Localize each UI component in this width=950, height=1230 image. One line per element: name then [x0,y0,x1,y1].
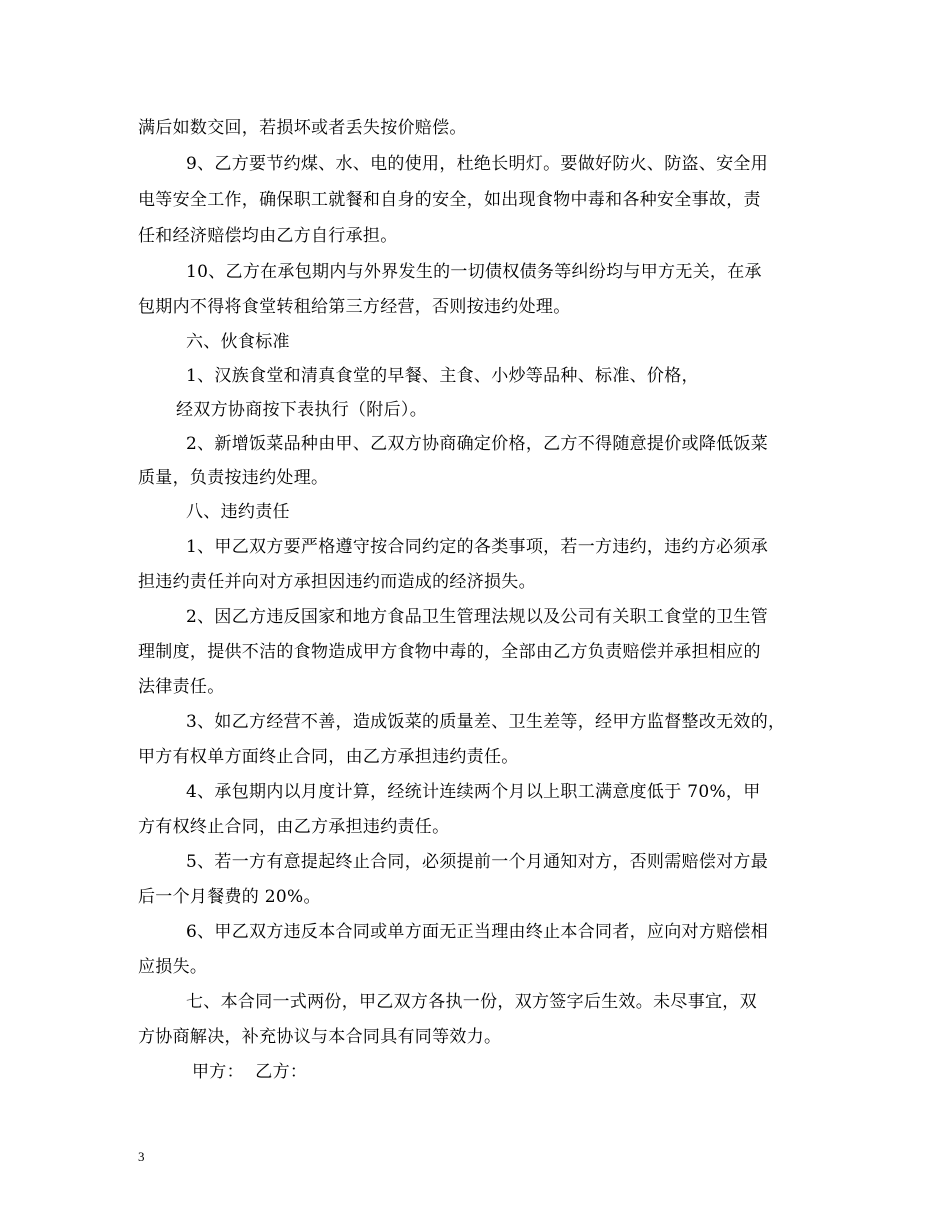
text-line: 1、甲乙双方要严格遵守按合同约定的各类事项，若一方违约，违约方必须承 [186,537,769,557]
text-line: 法律责任。 [138,677,225,697]
text-line: 1、汉族食堂和清真食堂的早餐、主食、小炒等品种、标准、价格， [186,366,699,386]
text-line: 方有权终止合同，由乙方承担违约责任。 [138,817,450,837]
text-line: 质量，负责按违约处理。 [138,468,329,488]
text-line: 任和经济赔偿均由乙方自行承担。 [138,226,398,246]
text-line: 9、乙方要节约煤、水、电的使用，杜绝长明灯。要做好防火、防盗、安全用 [186,154,769,174]
text-line: 方协商解决，补充协议与本合同具有同等效力。 [138,1027,502,1047]
text-line: 5、若一方有意提起终止合同，必须提前一个月通知对方，否则需赔偿对方最 [186,852,769,872]
text-line: 担违约责任并向对方承担因违约而造成的经济损失。 [138,572,536,592]
text-line: 10、乙方在承包期内与外界发生的一切债权债务等纠纷均与甲方无关，在承 [186,262,762,282]
text-line: 理制度，提供不洁的食物造成甲方食物中毒的，全部由乙方负责赔偿并承担相应的 [138,642,761,662]
section-heading: 六、伙食标准 [186,332,290,352]
page-number: 3 [138,1149,145,1164]
text-line: 应损失。 [138,957,208,977]
text-line: 2、因乙方违反国家和地方食品卫生管理法规以及公司有关职工食堂的卫生管 [186,607,769,627]
text-line: 七、本合同一式两份，甲乙双方各执一份，双方签字后生效。未尽事宜，双 [186,992,757,1012]
text-line: 4、承包期内以月度计算，经统计连续两个月以上职工满意度低于 70%，甲 [186,782,761,802]
text-line: 6、甲乙双方违反本合同或单方面无正当理由终止本合同者，应向对方赔偿相 [186,922,769,942]
text-line: 经双方协商按下表执行（附后）。 [176,400,427,420]
section-heading: 八、违约责任 [186,502,290,522]
text-line: 甲方有权单方面终止合同，由乙方承担违约责任。 [138,747,519,767]
text-line: 2、新增饭菜品种由甲、乙双方协商确定价格，乙方不得随意提价或降低饭菜 [186,434,769,454]
text-line: 3、如乙方经营不善，造成饭菜的质量差、卫生差等，经甲方监督整改无效的， [186,712,786,732]
text-line: 后一个月餐费的 20%。 [138,887,321,907]
text-line: 电等安全工作，确保职工就餐和自身的安全，如出现食物中毒和各种安全事故，责 [138,190,761,210]
text-line: 满后如数交回，若损坏或者丢失按价赔偿。 [138,118,467,138]
text-line: 包期内不得将食堂转租给第三方经营，否则按违约处理。 [138,297,571,317]
signature-line: 甲方： 乙方： [192,1062,308,1082]
